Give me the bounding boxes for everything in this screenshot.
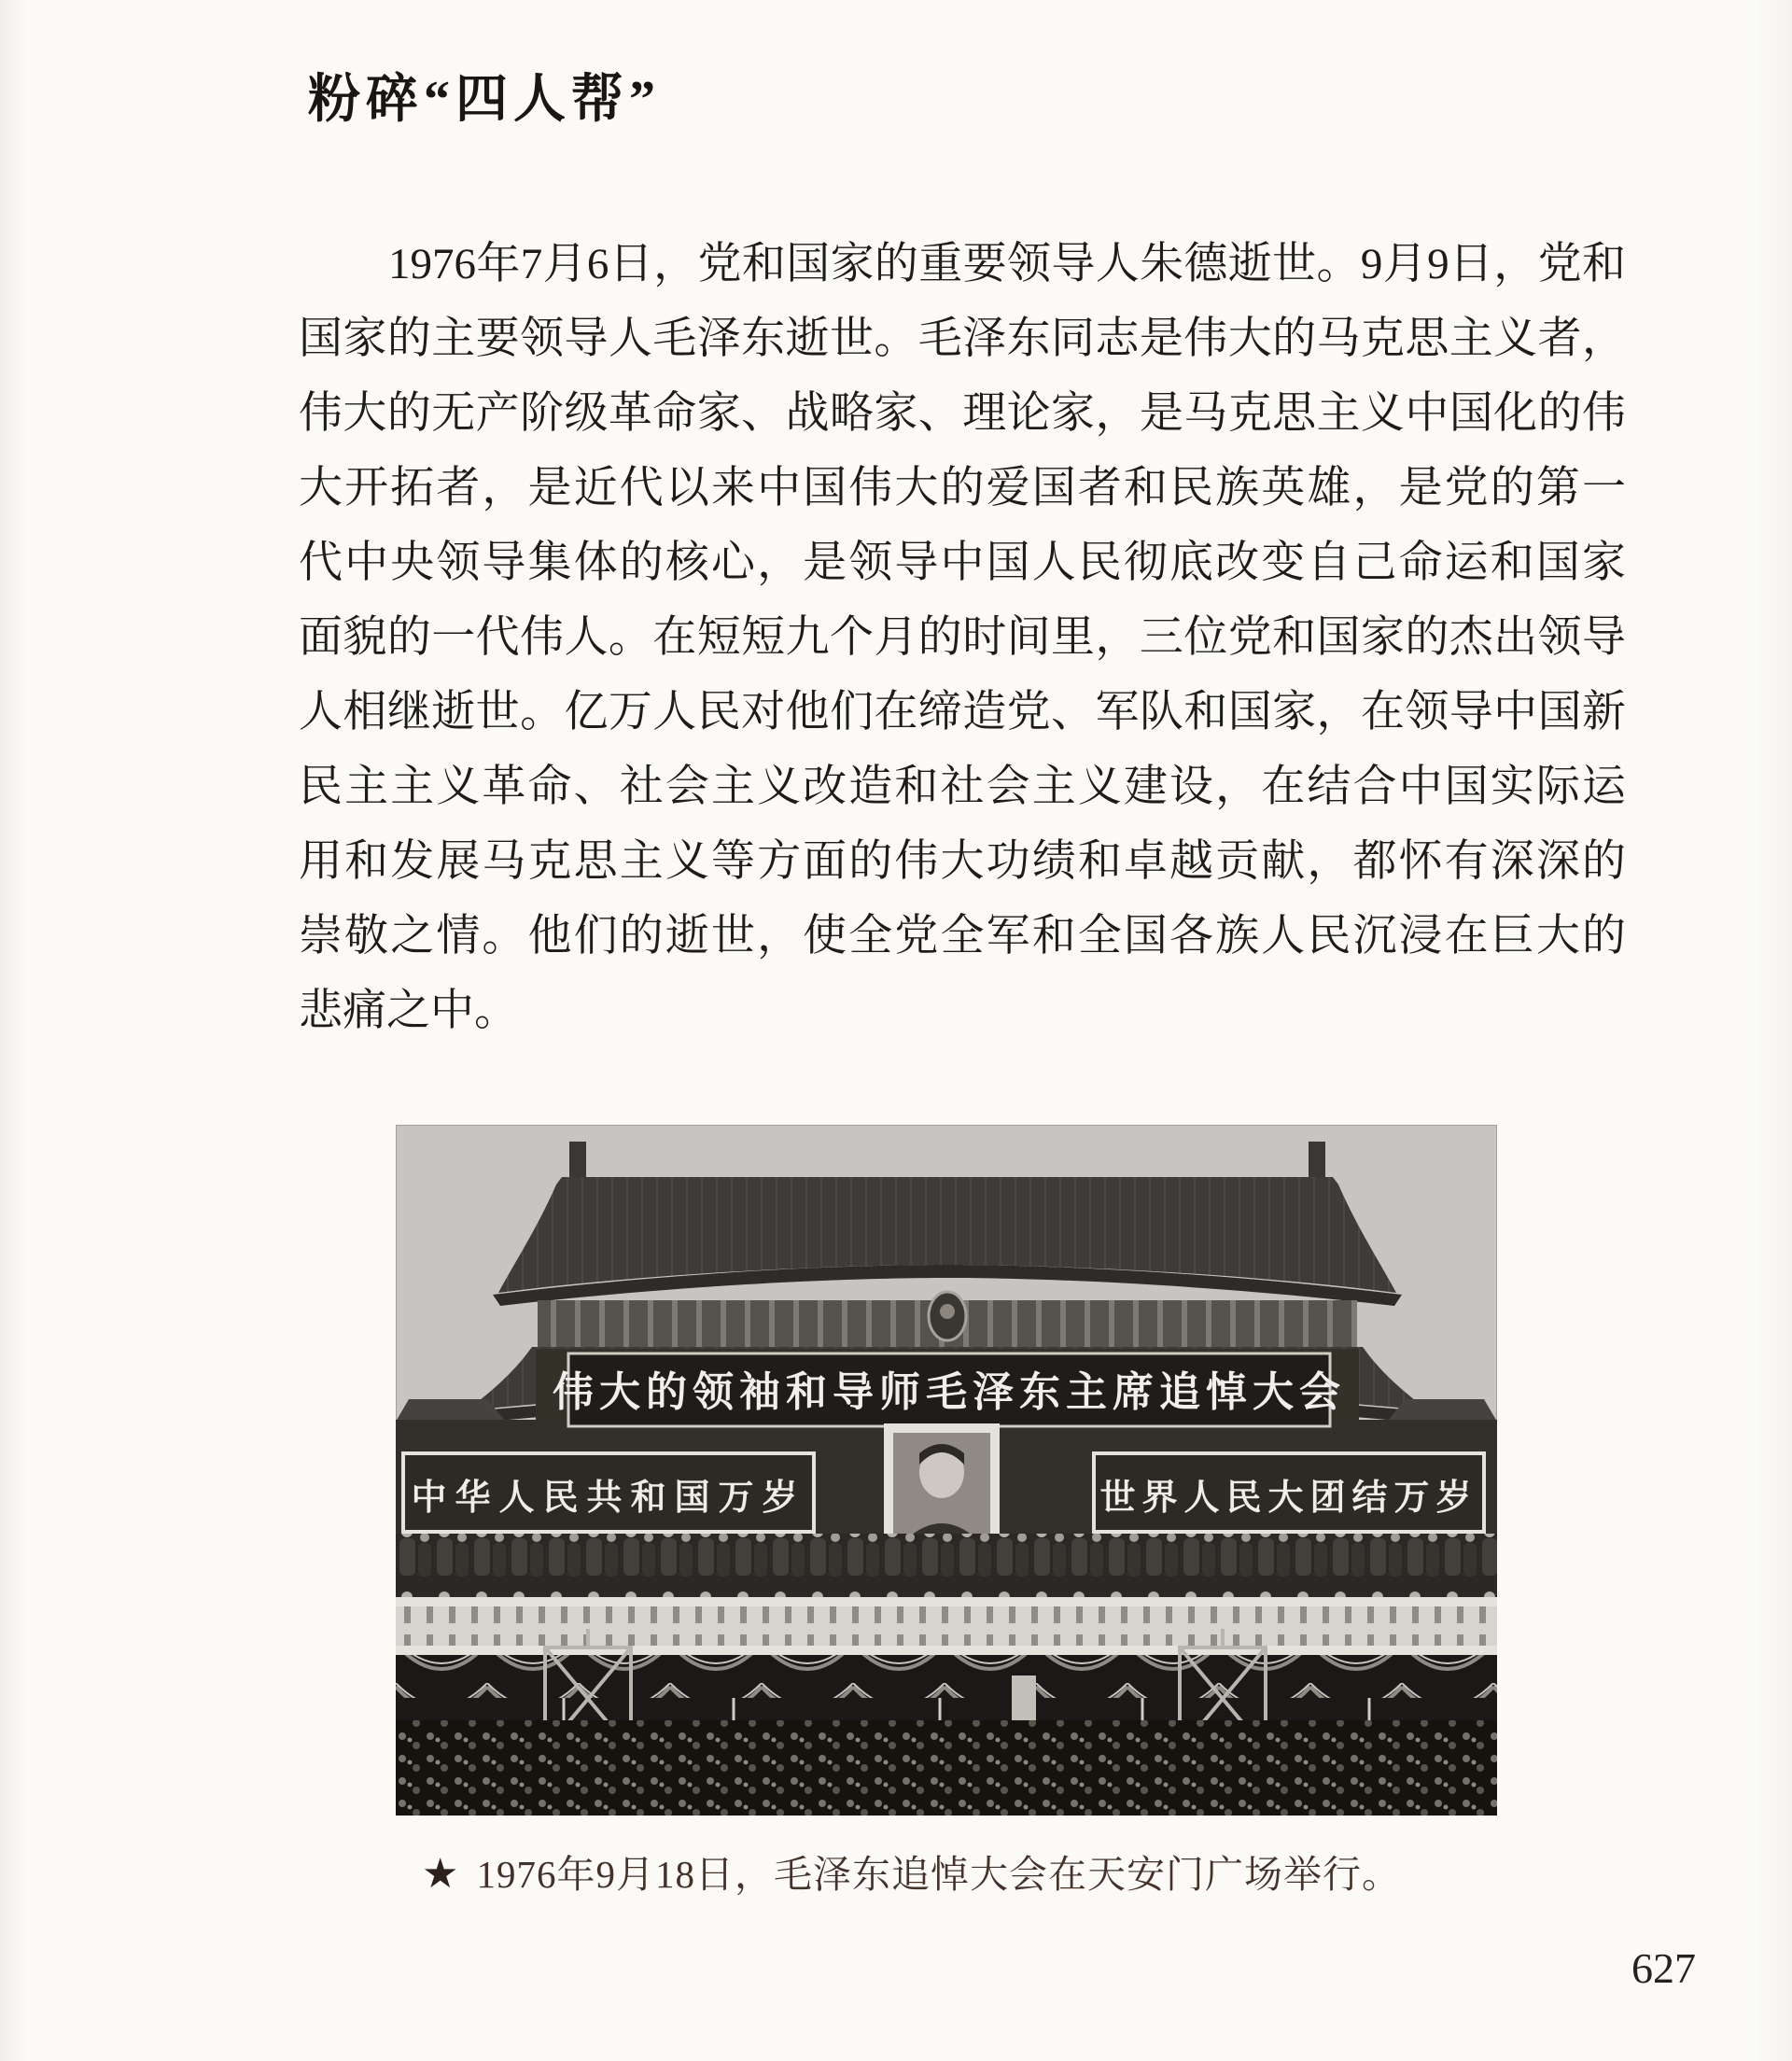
paragraph-line: 崇敬之情。他们的逝世，使全党全军和全国各族人民沉浸在巨大的	[299, 912, 1626, 960]
tiananmen-photo-graphic	[396, 1125, 1497, 1816]
paragraph-line: 国家的主要领导人毛泽东逝世。毛泽东同志是伟大的马克思主义者，	[299, 315, 1626, 363]
right-pavilion-roof	[1387, 1399, 1497, 1422]
paragraph-line: 人相继逝世。亿万人民对他们在缔造党、军队和国家，在领导中国新	[299, 688, 1626, 736]
national-emblem	[929, 1292, 966, 1340]
page-number: 627	[1631, 1944, 1696, 1992]
paragraph-line: 面貌的一代伟人。在短短九个月的时间里，三位党和国家的杰出领导	[299, 613, 1626, 662]
page-title: 粉碎“四人帮”	[308, 71, 661, 129]
body-paragraph	[299, 227, 1626, 1048]
left-slogan-board	[403, 1453, 814, 1532]
memorial-banner	[553, 1353, 1346, 1426]
paragraph-line: 伟大的无产阶级革命家、战略家、理论家，是马克思主义中国化的伟	[299, 389, 1626, 438]
left-slogan-text: 中华人民共和国万岁	[411, 1479, 806, 1518]
paragraph-line: 代中央领导集体的核心，是领导中国人民彻底改变自己命运和国家	[299, 539, 1626, 587]
rostrum-crowd	[396, 1534, 1497, 1599]
star-icon: ★	[422, 1851, 460, 1897]
left-pavilion-roof	[396, 1399, 506, 1422]
right-slogan-text: 世界人民大团结万岁	[1099, 1479, 1478, 1518]
paragraph-line: 悲痛之中。	[299, 987, 518, 1035]
banner-text: 伟大的领袖和导师毛泽东主席追悼大会	[553, 1369, 1346, 1415]
paragraph-line: 用和发展马克思主义等方面的伟大功绩和卓越贡献，都怀有深深的	[299, 837, 1626, 886]
paragraph-line: 1976年7月6日，党和国家的重要领导人朱德逝世。9月9日，党和	[388, 240, 1626, 288]
mao-portrait	[884, 1423, 1000, 1550]
photo-caption	[422, 1844, 1449, 1899]
paragraph-line: 民主主义革命、社会主义改造和社会主义建设，在结合中国实际运	[299, 763, 1626, 811]
memorial-photo	[396, 1125, 1497, 1816]
caption-text: 1976年9月18日，毛泽东追悼大会在天安门广场举行。	[476, 1853, 1401, 1896]
square-crowd	[396, 1720, 1497, 1816]
right-slogan-board	[1094, 1453, 1484, 1532]
paragraph-line: 大开拓者，是近代以来中国伟大的爱国者和民族英雄，是党的第一	[299, 464, 1626, 512]
